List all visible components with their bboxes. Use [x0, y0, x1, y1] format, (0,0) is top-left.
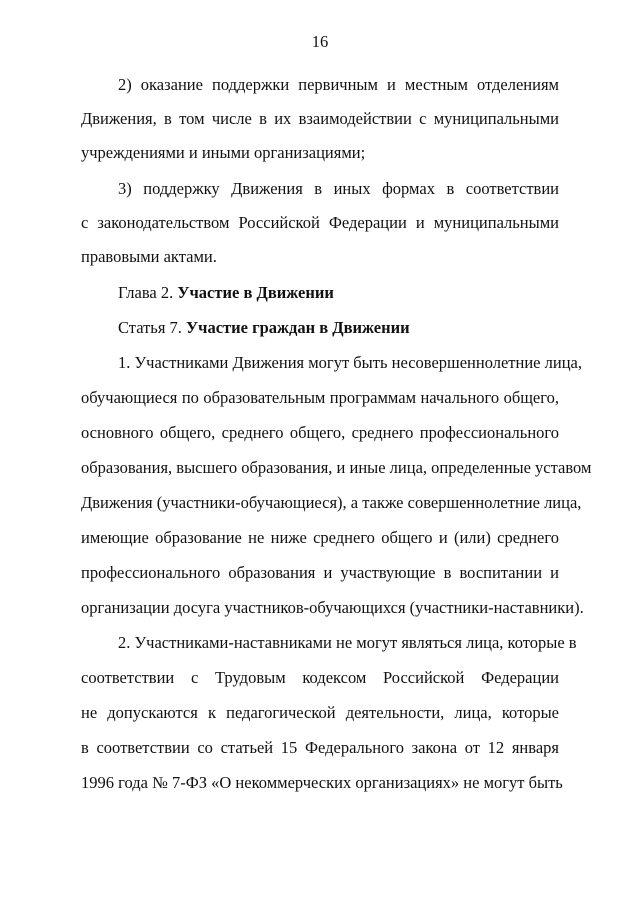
text-line: правовыми актами. [81, 247, 217, 266]
article-prefix: Статья 7. [118, 318, 187, 337]
text-line: 2) оказание поддержки первичным и местным отделениям [118, 75, 559, 94]
text-line: не допускаются к педагогической деятельности, лица, которые [81, 703, 559, 722]
text-line: 2. Участниками-наставниками не могут являться лица, которые в [118, 633, 577, 652]
text-line: учреждениями и иными организациями; [81, 143, 366, 162]
chapter-heading [118, 283, 559, 303]
text-line: в соответствии со статьей 15 Федерального закона от 12 января [81, 738, 559, 757]
text-line: обучающиеся по образовательным программам начального общего, [81, 388, 559, 407]
text-line: имеющие образование не ниже среднего общего и (или) среднего [81, 528, 559, 547]
text-line: Движения, в том числе в их взаимодействии с муниципальными [81, 109, 559, 128]
text-line: 3) поддержку Движения в иных формах в соответствии [118, 179, 559, 198]
text-line: профессионального образования и участвующие в воспитании и [81, 563, 559, 582]
article-title: Участие граждан в Движении [186, 318, 410, 337]
text-line: образования, высшего образования, и иные лица, определенные уставом [81, 458, 592, 477]
text-line: Движения (участники-обучающиеся), а также совершеннолетние лица, [81, 493, 582, 512]
article-heading [118, 318, 559, 338]
text-line: организации досуга участников-обучающихся (участники-наставники). [81, 598, 584, 617]
text-line: 1996 года № 7-ФЗ «О некоммерческих организациях» не могут быть [81, 773, 563, 792]
chapter-prefix: Глава 2. [118, 283, 178, 302]
text-line: с законодательством Российской Федерации и муниципальными [81, 213, 559, 232]
page-number: 16 [311, 32, 329, 51]
text-line: 1. Участниками Движения могут быть несовершеннолетние лица, [118, 353, 582, 372]
text-line: основного общего, среднего общего, среднего профессионального [81, 423, 559, 442]
chapter-title: Участие в Движении [177, 283, 334, 302]
text-line: соответствии с Трудовым кодексом Российской Федерации [81, 668, 559, 687]
